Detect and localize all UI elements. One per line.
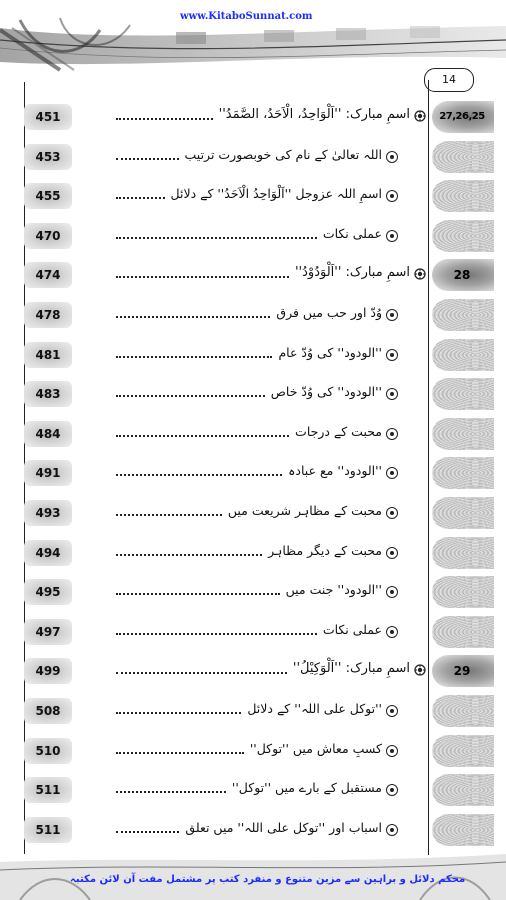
toc-entry-title: محبت کے درجات: [295, 423, 382, 439]
dot-leader: [116, 433, 289, 437]
section-number: 29: [453, 664, 471, 679]
toc-entry-title: عملی نکات: [322, 621, 382, 637]
page-ref: 494: [24, 540, 72, 566]
circle-bullet-icon: [386, 784, 398, 796]
section-thumb: [432, 180, 494, 212]
dot-leader: [116, 710, 241, 714]
page-ref: 455: [24, 183, 72, 209]
dot-leader: [116, 235, 317, 239]
circle-bullet-icon: [386, 745, 398, 757]
circle-bullet-icon: [386, 388, 398, 400]
toc-row: [0, 692, 506, 730]
toc-entry-title: ''الودود'' کی وُدّ خاص: [270, 384, 382, 400]
circle-bullet-icon: [386, 428, 398, 440]
dot-leader: [116, 829, 179, 833]
toc-entry-title: ''الودود'' جنت میں: [285, 582, 382, 598]
circle-bullet-icon: [386, 349, 398, 361]
toc-row: [0, 732, 506, 770]
toc-row: [0, 811, 506, 849]
dot-leader: [116, 750, 244, 754]
dot-leader: [116, 354, 272, 358]
dot-leader: [116, 156, 179, 160]
toc-row: [0, 652, 506, 690]
circle-bullet-icon: [386, 151, 398, 163]
toc-row: [0, 494, 506, 532]
decorative-footer: [0, 852, 506, 900]
dot-leader: [116, 393, 265, 397]
page-ref: 511: [24, 817, 72, 843]
section-thumb: [432, 457, 494, 489]
page-ref: 495: [24, 579, 72, 605]
section-thumb: [432, 616, 494, 648]
toc-entry-title: محبت کے دیگر مظاہر: [268, 542, 382, 558]
dot-leader: [116, 472, 282, 476]
toc-entry-title: اسمِ اللہ عزوجل ''اَلْوَاحِدُ الْاَحَدُ'' کے دلائل: [170, 186, 382, 202]
section-number: 28: [453, 268, 471, 283]
section-thumb: [432, 537, 494, 569]
section-thumb: [432, 695, 494, 727]
page-ref: 484: [24, 421, 72, 447]
page-ref: 497: [24, 619, 72, 645]
toc-row: [0, 138, 506, 176]
toc-row: [0, 375, 506, 413]
toc-row: [0, 454, 506, 492]
page-ref: 481: [24, 342, 72, 368]
circle-bullet-icon: [386, 309, 398, 321]
toc-row: [0, 534, 506, 572]
section-thumb: [432, 497, 494, 529]
toc-entry-title: کسبِ معاش میں ''توکل'': [249, 740, 382, 756]
circle-bullet-icon: [386, 705, 398, 717]
toc-entry-title: ''الودود'' کی وُدّ عام: [278, 344, 382, 360]
flower-bullet-icon: [414, 268, 426, 280]
page-ref: 483: [24, 381, 72, 407]
section-number: 27,26,25: [439, 111, 485, 122]
toc-entry-title: اسباب اور ''توکل علی اللہ'' میں تعلق: [185, 819, 382, 835]
toc-row: [0, 98, 506, 136]
toc-row: [0, 296, 506, 334]
flower-bullet-icon: [414, 664, 426, 676]
section-thumb: [432, 814, 494, 846]
toc-row: [0, 771, 506, 809]
circle-bullet-icon: [386, 507, 398, 519]
circle-bullet-icon: [386, 586, 398, 598]
section-thumb: [432, 339, 494, 371]
page-ref: 453: [24, 144, 72, 170]
toc-entry-title: اسمِ مبارک: ''اَلْوَدُوْدُ'': [294, 265, 410, 281]
dot-leader: [116, 552, 262, 556]
page-ref: 491: [24, 460, 72, 486]
toc-row: [0, 336, 506, 374]
page-ref: 493: [24, 500, 72, 526]
toc-entry-title: ''توکل علی اللہ'' کے دلائل: [247, 701, 382, 716]
section-thumb: [432, 774, 494, 806]
dot-leader: [116, 116, 213, 120]
dot-leader: [116, 314, 270, 318]
toc-row: [0, 177, 506, 215]
toc-entry-title: ''الودود'' مع عبادہ: [288, 463, 382, 479]
page-ref: 499: [24, 658, 72, 684]
decorative-header: [0, 0, 506, 72]
dot-leader: [116, 274, 289, 278]
dot-leader: [116, 591, 280, 595]
toc-entry-title: محبت کے مظاہر شریعت میں: [227, 503, 382, 518]
toc-row: [0, 217, 506, 255]
circle-bullet-icon: [386, 547, 398, 559]
page-ref: 474: [24, 262, 72, 288]
toc-row: [0, 256, 506, 294]
toc-row: [0, 573, 506, 611]
toc-entry-title: عملی نکات: [322, 225, 382, 241]
page-ref: 508: [24, 698, 72, 724]
page-ref: 451: [24, 104, 72, 130]
toc-entry-title: وُدّ اور حب میں فرق: [276, 305, 382, 320]
circle-bullet-icon: [386, 467, 398, 479]
circle-bullet-icon: [386, 626, 398, 638]
section-thumb: [432, 735, 494, 767]
section-thumb: [432, 418, 494, 450]
toc-entry-title: اسمِ مبارک: ''اَلْوَاحِدُ، الْاَحَدُ، الصَّمَدُ'': [218, 107, 410, 122]
dot-leader: [116, 512, 222, 516]
section-thumb: [432, 220, 494, 252]
toc-entry-title: اسمِ مبارک: ''اَلْوَكِيْلُ'': [292, 661, 410, 677]
section-thumb: [432, 576, 494, 608]
page-ref: 510: [24, 738, 72, 764]
toc-entry-title: مستقبل کے بارے میں ''توکل'': [231, 780, 382, 796]
circle-bullet-icon: [386, 190, 398, 202]
circle-bullet-icon: [386, 824, 398, 836]
flower-bullet-icon: [414, 110, 426, 122]
dot-leader: [116, 195, 165, 199]
toc-row: [0, 415, 506, 453]
circle-bullet-icon: [386, 230, 398, 242]
page-ref: 511: [24, 777, 72, 803]
toc-row: [0, 613, 506, 651]
dot-leader: [116, 789, 226, 793]
site-url: www.KitaboSunnat.com: [180, 11, 313, 22]
dot-leader: [116, 631, 317, 635]
page-ref: 470: [24, 223, 72, 249]
section-thumb: [432, 141, 494, 173]
toc-entry-title: اللہ تعالیٰ کے نام کی خوبصورت ترتیب: [184, 146, 382, 162]
section-thumb: [432, 378, 494, 410]
footer-text: محکم دلائل و براہین سے مزین متنوع و منفرد کتب پر مشتمل مفت آن لائن مکتبہ: [70, 874, 466, 885]
dot-leader: [116, 670, 287, 674]
section-thumb: [432, 299, 494, 331]
page-ref: 478: [24, 302, 72, 328]
page-number: 14: [424, 68, 474, 92]
